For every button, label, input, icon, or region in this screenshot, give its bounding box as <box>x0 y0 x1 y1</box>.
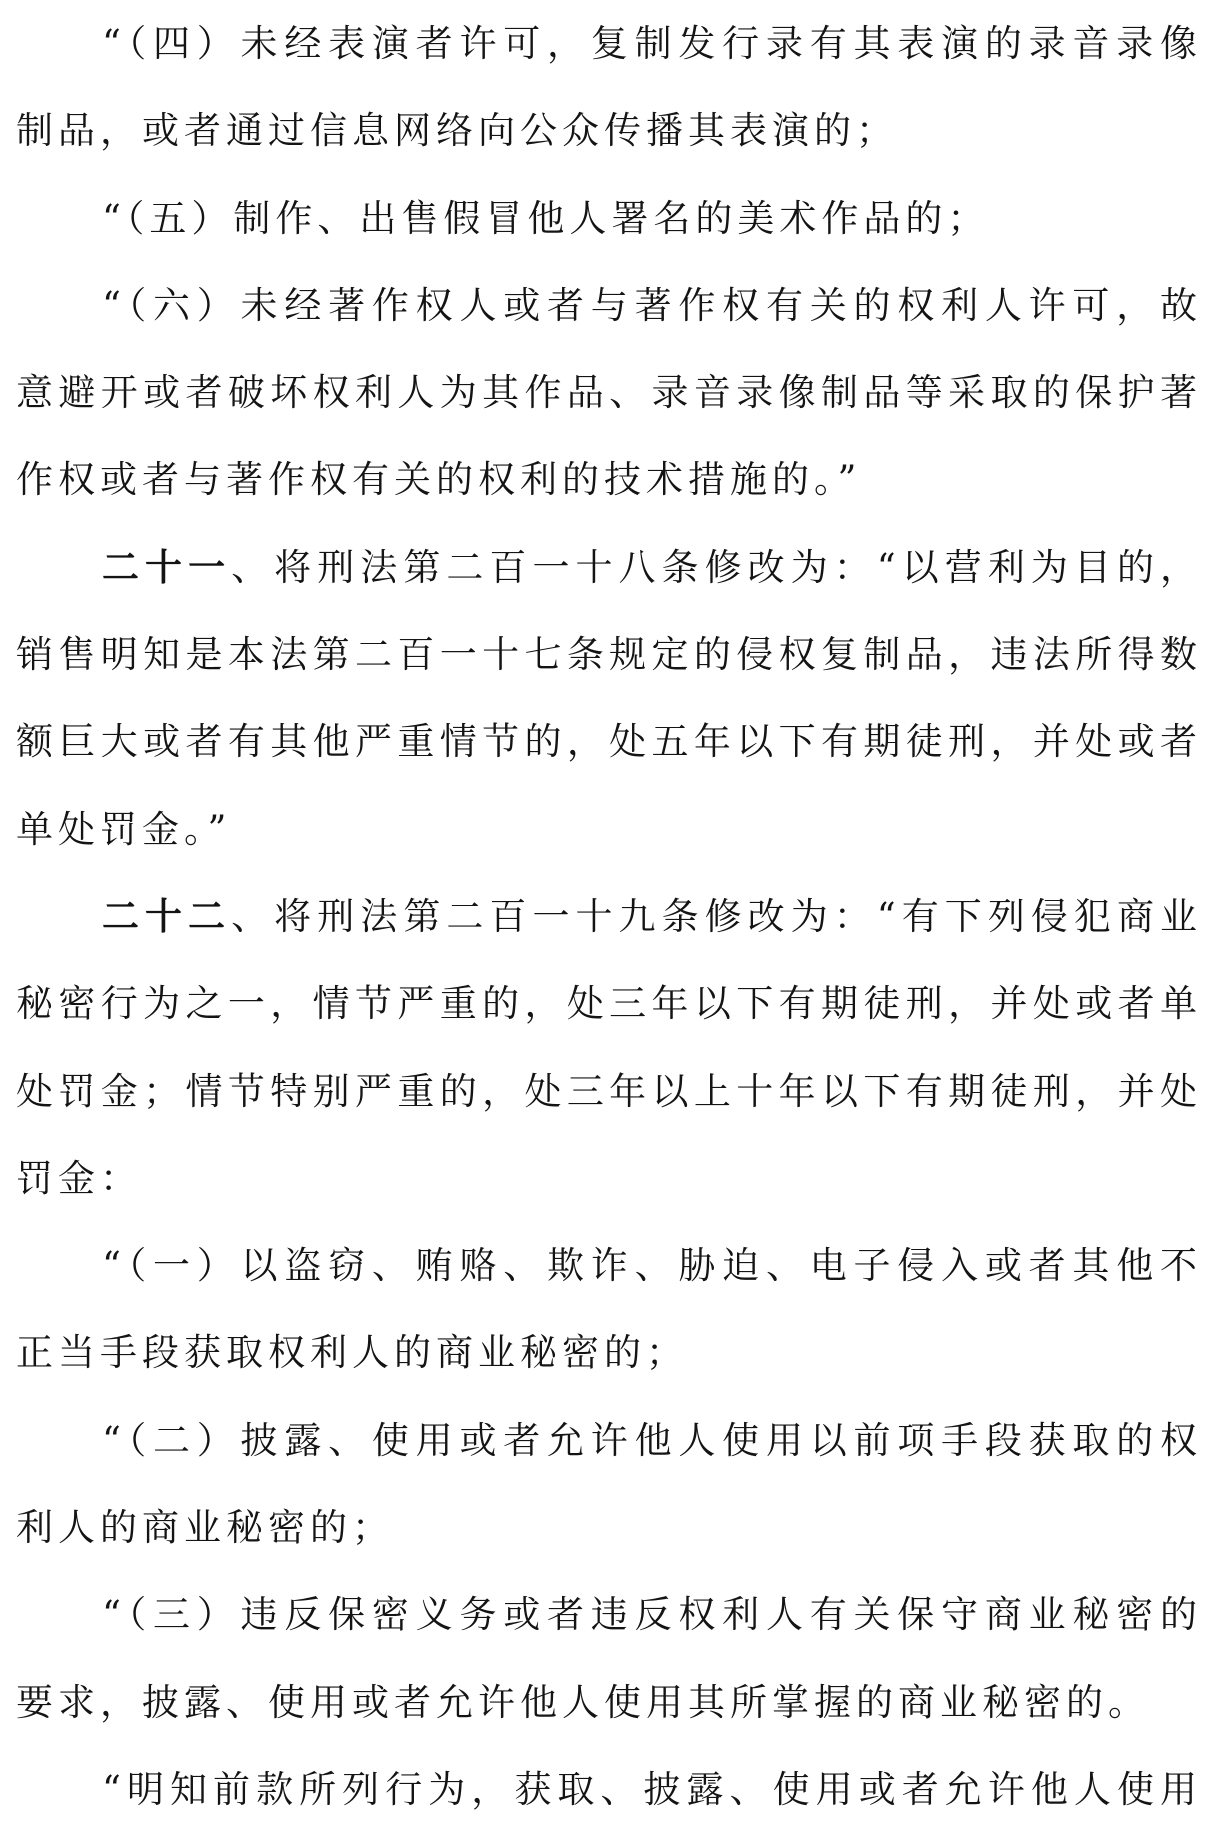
paragraph-line: 要求，披露、使用或者允许他人使用其所掌握的商业秘密的。 <box>16 1680 1150 1724</box>
article-number: 二十一 <box>102 544 232 589</box>
paragraph-line: 秘密行为之一，情节严重的，处三年以下有期徒刑，并处或者单 <box>16 982 1202 1026</box>
line-text: 、将刑法第二百一十九条修改为：“有下列侵犯商业 <box>231 894 1202 938</box>
paragraph-item-2 <box>16 1397 1202 1572</box>
paragraph-line: 单处罚金。” <box>16 807 232 851</box>
paragraph-item-6 <box>16 262 1202 524</box>
paragraph-line: 正当手段获取权利人的商业秘密的； <box>16 1331 688 1375</box>
article-21 <box>16 524 1202 873</box>
paragraph-line: “（四）未经表演者许可，复制发行录有其表演的录音录像 <box>102 22 1202 65</box>
article-number: 二十二 <box>102 893 232 938</box>
paragraph-line: “（三）违反保密义务或者违反权利人有关保守商业秘密的 <box>102 1593 1202 1637</box>
paragraph-line: 处罚金；情节特别严重的，处三年以上十年以下有期徒刑，并处 <box>16 1069 1202 1113</box>
paragraph-line: “（二）披露、使用或者允许他人使用以前项手段获取的权 <box>102 1418 1202 1462</box>
paragraph-line: 意避开或者破坏权利人为其作品、录音录像制品等采取的保护著 <box>16 371 1202 415</box>
paragraph-item-5 <box>16 175 1202 262</box>
paragraph-line: 额巨大或者有其他严重情节的，处五年以下有期徒刑，并处或者 <box>16 720 1202 764</box>
document-page <box>16 0 1202 1833</box>
paragraph-line <box>16 873 1202 960</box>
paragraph-line: 制品，或者通过信息网络向公众传播其表演的； <box>16 109 898 153</box>
paragraph-line: “（五）制作、出售假冒他人署名的美术作品的； <box>102 196 990 240</box>
paragraph-line: “（六）未经著作权人或者与著作权有关的权利人许可，故 <box>102 283 1202 327</box>
line-text: 、将刑法第二百一十八条修改为：“以营利为目的， <box>231 545 1202 589</box>
article-22 <box>16 873 1202 1222</box>
paragraph-item-3 <box>16 1571 1202 1746</box>
paragraph-line: 罚金： <box>16 1156 142 1200</box>
paragraph-line: 利人的商业秘密的； <box>16 1506 394 1550</box>
paragraph-knowing-acts <box>16 1746 1202 1833</box>
paragraph-line: “明知前款所列行为，获取、披露、使用或者允许他人使用 <box>102 1767 1202 1811</box>
paragraph-line: 作权或者与著作权有关的权利的技术措施的。” <box>16 458 862 502</box>
paragraph-item-4 <box>16 0 1202 175</box>
paragraph-item-1 <box>16 1222 1202 1397</box>
paragraph-line: 销售明知是本法第二百一十七条规定的侵权复制品，违法所得数 <box>16 633 1202 677</box>
paragraph-line: “（一）以盗窃、贿赂、欺诈、胁迫、电子侵入或者其他不 <box>102 1244 1202 1288</box>
paragraph-line <box>16 524 1202 611</box>
